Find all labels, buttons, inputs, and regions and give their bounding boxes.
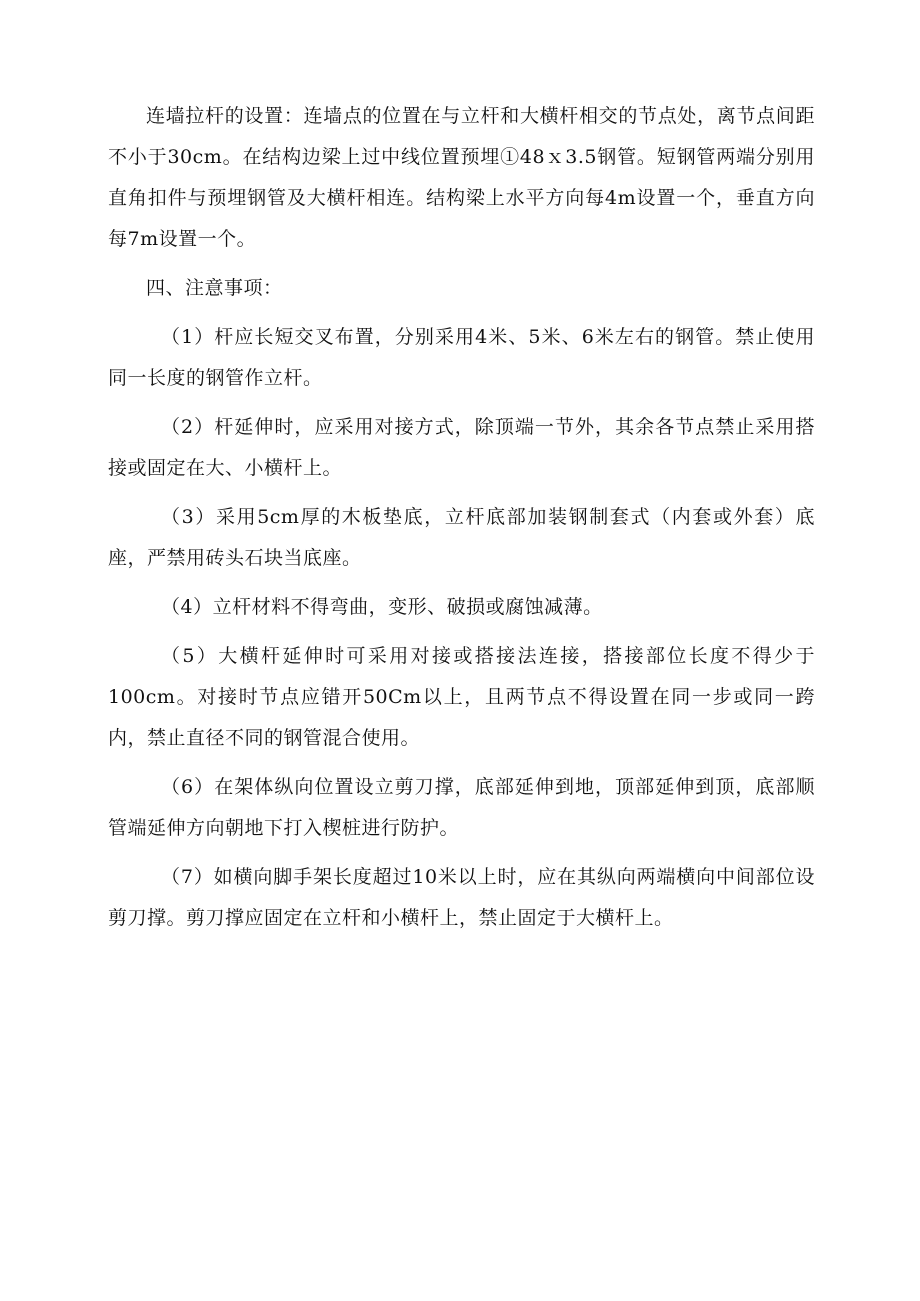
spacer <box>108 628 815 636</box>
intro-paragraph: 连墙拉杆的设置：连墙点的位置在与立杆和大横杆相交的节点处，离节点间距不小于30cm。在结构边梁上过中线位置预埋①48ｘ3.5钢管。短钢管两端分别用直角扣件与预埋钢管及大横杆相连。结构梁上水平方向每4m设置一个，垂直方向每7m设置一个。 <box>108 105 815 250</box>
list-item-3: （3）采用5cm厚的木板垫底，立杆底部加装钢制套式（内套或外套）底座，严禁用砖头石块当底座。 <box>108 506 815 569</box>
list-item-7: （7）如横向脚手架长度超过10米以上时，应在其纵向两端横向中间部位设剪刀撑。剪刀撑应固定在立杆和小横杆上，禁止固定于大横杆上。 <box>108 866 815 929</box>
section-heading: 四、注意事项： <box>146 277 283 299</box>
list-item-5: （5）大横杆延伸时可采用对接或搭接法连接，搭接部位长度不得少于100cm。对接时节点应错开50Cm以上，且两节点不得设置在同一步或同一跨内，禁止直径不同的钢管混合使用。 <box>108 645 815 749</box>
spacer <box>108 759 815 767</box>
spacer <box>108 399 815 407</box>
spacer <box>108 849 815 857</box>
list-item-2: （2）杆延伸时，应采用对接方式，除顶端一节外，其余各节点禁止采用搭接或固定在大、小横杆上。 <box>108 416 815 479</box>
spacer <box>108 489 815 497</box>
list-item-6: （6）在架体纵向位置设立剪刀撑，底部延伸到地，顶部延伸到顶，底部顺管端延伸方向朝地下打入楔桩进行防护。 <box>108 776 815 839</box>
document-body <box>108 96 815 939</box>
list-item-4: （4）立杆材料不得弯曲，变形、破损或腐蚀减薄。 <box>161 596 603 618</box>
spacer <box>108 579 815 587</box>
list-item-1: （1）杆应长短交叉布置，分别采用4米、5米、6米左右的钢管。禁止使用同一长度的钢管作立杆。 <box>108 326 815 389</box>
spacer <box>108 309 815 317</box>
spacer <box>108 260 815 268</box>
